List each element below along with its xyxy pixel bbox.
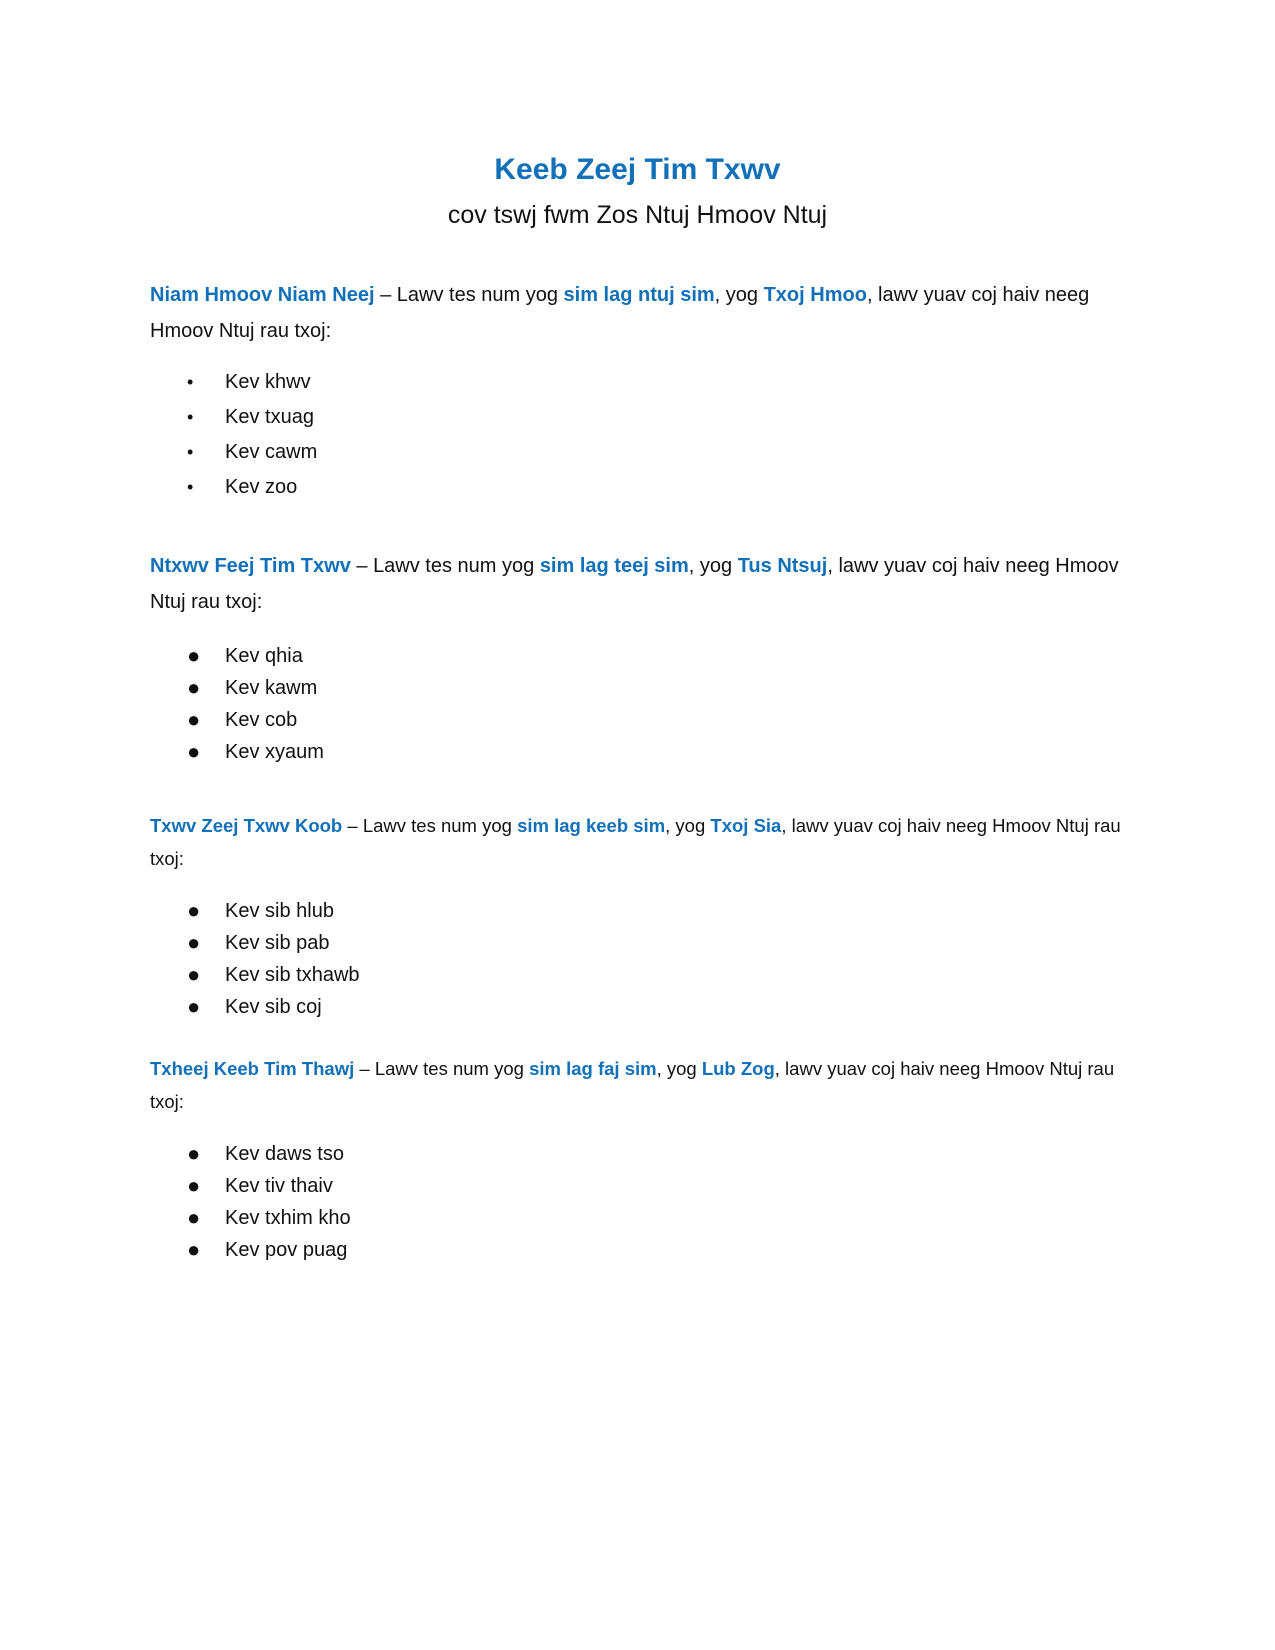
list-item: ● Kev daws tso [150,1138,1140,1170]
list-item: ● Kev txhim kho [150,1202,1140,1234]
bullet-icon: • [187,407,194,427]
list-item: • Kev cawm [150,435,1140,470]
list-item: ● Kev sib hlub [150,895,1140,927]
list-item: • Kev txuag [150,400,1140,435]
bullet-icon: ● [187,1141,201,1166]
section-txwv-zeej [150,809,1140,1023]
highlight-term: sim lag ntuj sim [563,284,715,306]
document-title: Keeb Zeej Tim Txwv [494,153,781,186]
bullet-icon: ● [187,962,201,987]
section-heading: Ntxwv Feej Tim Txwv [150,555,351,577]
list-item: • Kev khwv [150,365,1140,400]
bullet-list [150,365,1140,505]
bullet-icon: ● [187,994,201,1019]
bullet-icon: • [187,477,194,497]
list-item: ● Kev pov puag [150,1234,1140,1266]
bullet-list [150,640,1140,768]
list-item: ● Kev xyaum [150,736,1140,768]
highlight-term: Txoj Sia [710,815,782,836]
bullet-icon: ● [187,1173,201,1198]
bullet-icon: ● [187,707,201,732]
section-paragraph: Niam Hmoov Niam Neej – Lawv tes num yog sim lag ntuj sim, yog Txoj Hmoo, lawv yuav coj haiv neeg Hmoov Ntuj rau txoj: [150,284,1090,342]
bullet-icon: ● [187,1205,201,1230]
list-item: ● Kev cob [150,704,1140,736]
document-subtitle: cov tswj fwm Zos Ntuj Hmoov Ntuj [447,201,828,229]
list-item: ● Kev sib pab [150,927,1140,959]
section-paragraph: Ntxwv Feej Tim Txwv – Lawv tes num yog sim lag teej sim, yog Tus Ntsuj, lawv yuav coj haiv neeg Hmoov Ntuj rau txoj: [150,555,1119,613]
section-heading: Niam Hmoov Niam Neej [150,284,375,306]
bullet-icon: • [187,372,194,392]
bullet-icon: ● [187,675,201,700]
highlight-term: sim lag keeb sim [517,815,666,836]
bullet-icon: ● [187,930,201,955]
bullet-icon: ● [187,739,201,764]
highlight-term: Tus Ntsuj [737,555,828,577]
bullet-icon: ● [187,1237,201,1262]
list-item: ● Kev sib txhawb [150,959,1140,991]
highlight-term: sim lag teej sim [539,555,689,577]
list-item: ● Kev qhia [150,640,1140,672]
bullet-icon: ● [187,643,201,668]
section-heading: Txheej Keeb Tim Thawj [150,1058,355,1079]
list-item: ● Kev tiv thaiv [150,1170,1140,1202]
bullet-list [150,895,1140,1023]
list-item: ● Kev kawm [150,672,1140,704]
section-heading: Txwv Zeej Txwv Koob [150,815,343,836]
section-ntxwv-feej [150,548,1140,768]
section-niam-hmoov [150,277,1140,505]
highlight-term: Lub Zog [701,1058,775,1079]
highlight-term: sim lag faj sim [529,1058,657,1079]
section-txheej-keeb [150,1052,1140,1266]
bullet-list [150,1138,1140,1266]
section-paragraph: Txwv Zeej Txwv Koob – Lawv tes num yog sim lag keeb sim, yog Txoj Sia, lawv yuav coj haiv neeg Hmoov Ntuj rau txoj: [150,815,1121,869]
list-item: • Kev zoo [150,470,1140,505]
highlight-term: Txoj Hmoo [763,284,867,306]
bullet-icon: • [187,442,194,462]
bullet-icon: ● [187,898,201,923]
list-item: ● Kev sib coj [150,991,1140,1023]
section-paragraph: Txheej Keeb Tim Thawj – Lawv tes num yog sim lag faj sim, yog Lub Zog, lawv yuav coj haiv neeg Hmoov Ntuj rau txoj: [150,1058,1115,1112]
